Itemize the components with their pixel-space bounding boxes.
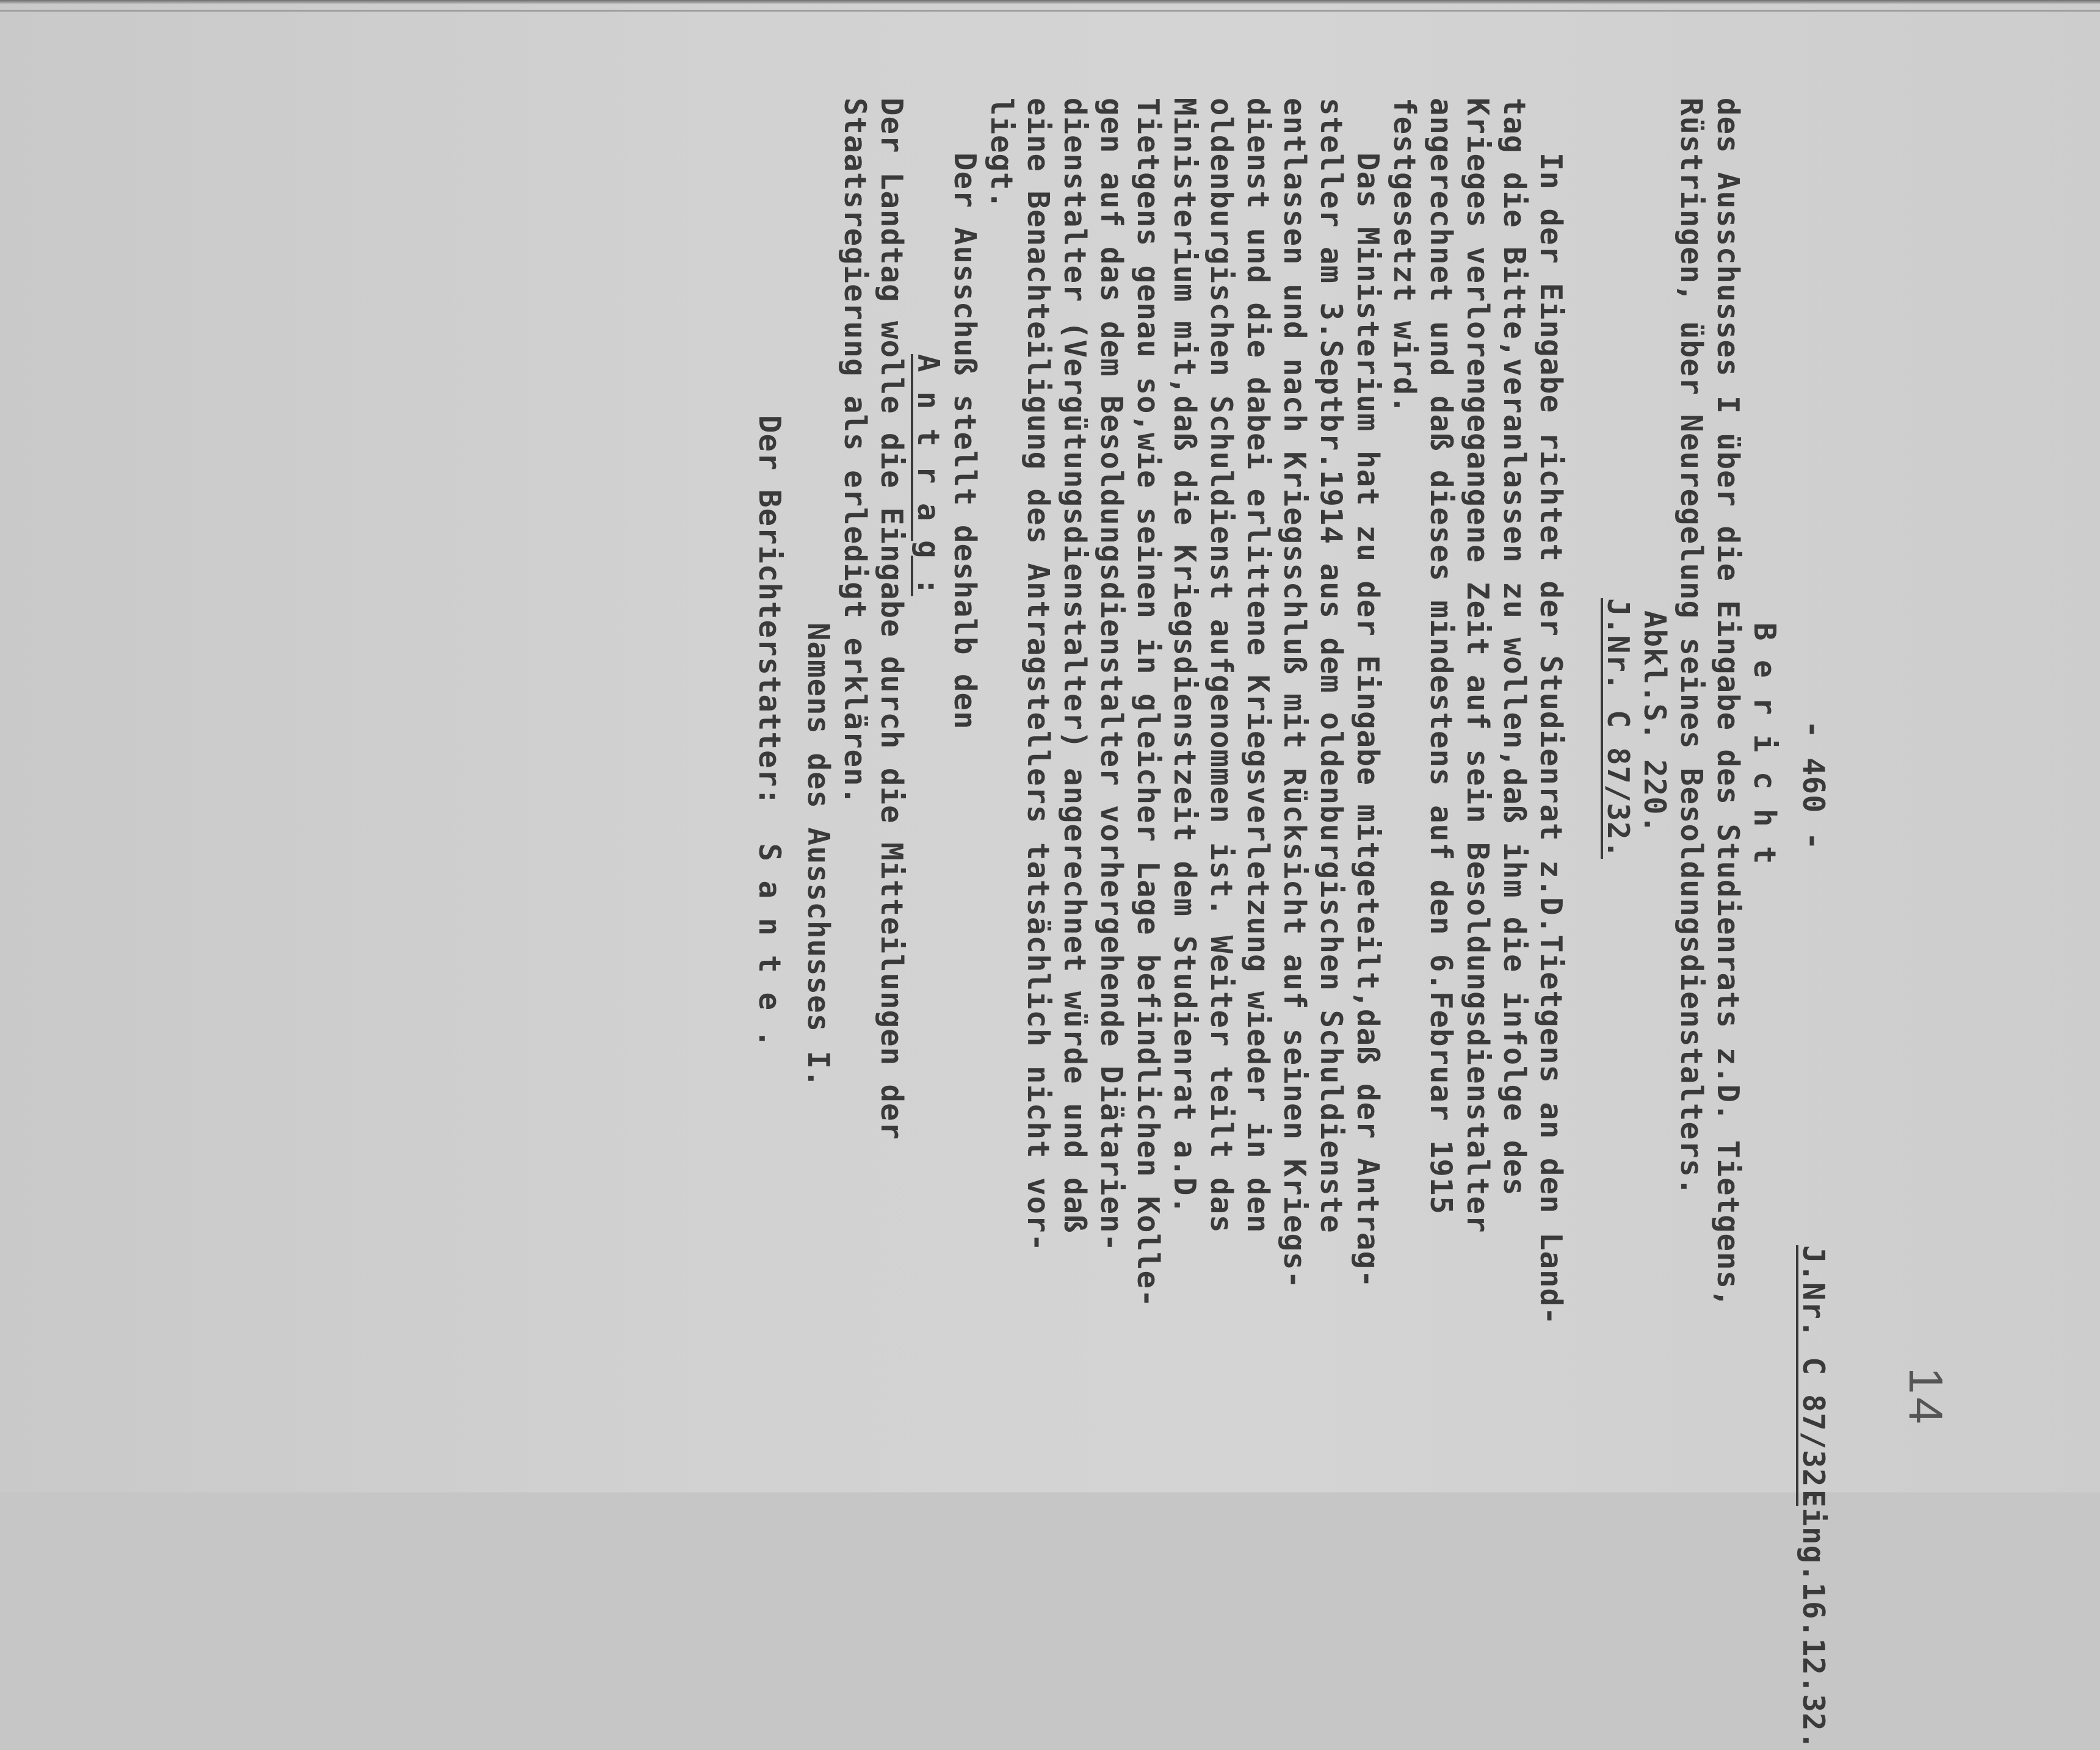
closing-committee: Namens des Ausschusses I. [801,623,836,1088]
antrag-line: Staatsregierung als erledigt erklären. [838,98,872,806]
page-top-edge [0,0,2100,4]
body-line: Tietgens genau so,wie seinen in gleicher Lage befindlichen Kolle- [1131,98,1165,1308]
body-line: entlassen und nach Kriegsschluß mit Rücksicht auf seinen Kriegs- [1277,98,1312,1290]
received-date: Eing.16.12.32. [1796,1489,1831,1750]
typewritten-report [183,98,1831,1750]
folio-number: 14 [1899,1367,1953,1428]
body-line: eine Benachteiligung des Antragstellers tatsächlich nicht vor- [1021,98,1055,1253]
body-line: oldenburgischen Schuldienst aufgenommen ist. Weiter teilt das [1204,98,1239,1234]
page-top-edge-shadow [0,10,2100,12]
body-line: Ministerium mit,daß die Kriegsdienstzeit dem Studienrat a.D. [1167,98,1202,1215]
body-line: gen auf das dem Besoldungsdienstalter vorhergehende Diätarien- [1094,98,1129,1253]
body-line: dienst und die dabei erlittene Kriegsverletzung wieder in den [1240,98,1275,1234]
subject-line: des Ausschusses I über die Eingabe des Studienrats z.D. Tietgens, [1711,98,1745,1308]
body-line: angerechnet und daß dieses mindestens auf den 6.Februar 1915 [1424,98,1458,1215]
body-line: dienstalter (Vergütungsdienstalter) angerechnet würde und daß [1057,98,1092,1234]
closing-rapporteur: Der Berichterstatter: S a n t e . [752,415,787,1049]
body-line: tag die Bitte,veranlassen zu wollen,daß ihm die infolge des [1497,98,1532,1196]
reference-jnr: J.Nr. C 87/32. [1601,598,1635,859]
body-line: festgesetzt wird. [1387,98,1422,414]
body-line: steller am 3.Septbr.1914 aus dem oldenburgischen Schuldienste [1314,98,1349,1234]
reference-abkl: Abkl.S. 220. [1637,610,1672,834]
body-line: Der Ausschuß stellt deshalb den [947,153,982,730]
report-title: B e r i c h t [1747,623,1782,865]
subject-line: Rüstringen, über Neuregelung seines Besoldungsdienstalters. [1674,98,1709,1196]
antrag-heading: A n t r a g : [911,354,946,596]
antrag-line: Der Landtag wolle die Eingabe durch die Mitteilungen der [874,98,909,1141]
body-line: Das Ministerium hat zu der Eingabe mitgeteilt,daß der Antrag- [1350,153,1385,1289]
file-reference: J.Nr. C 87/32. [1796,1245,1831,1506]
body-line: Krieges verlorengegangene Zeit auf sein Besoldungsdienstalter [1460,98,1495,1234]
page-marker: - 460 - [1796,720,1831,851]
body-line: liegt. [984,98,1019,210]
body-line: In der Eingabe richtet der Studienrat z.D.Tietgens an den Land- [1533,153,1568,1326]
